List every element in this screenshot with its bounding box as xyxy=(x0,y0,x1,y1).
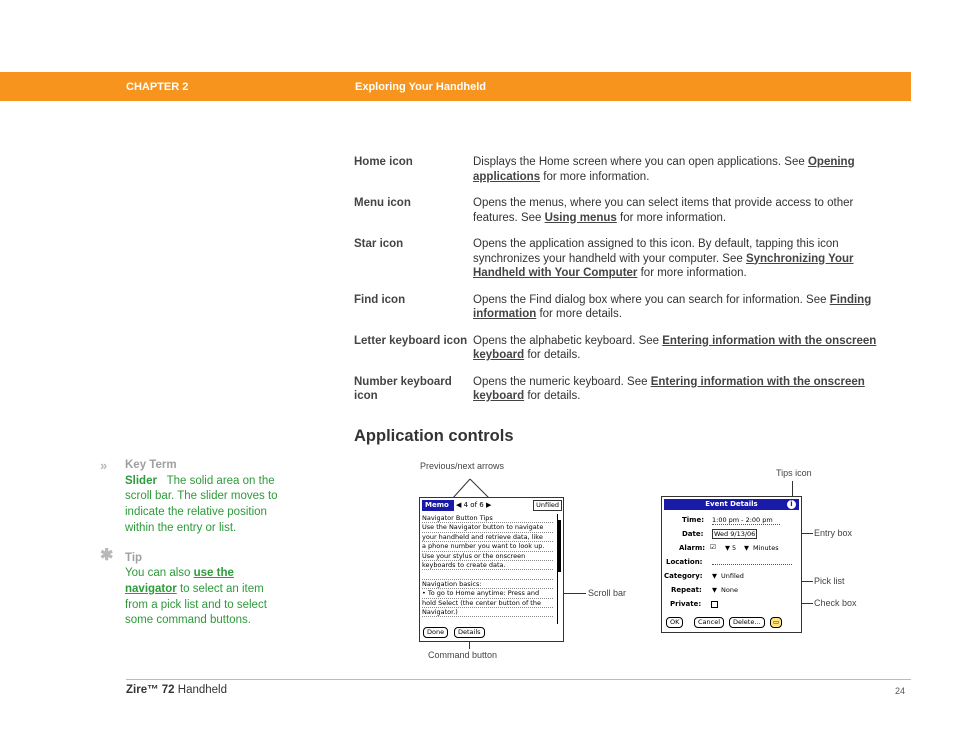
memo-line: Use your stylus or the onscreen xyxy=(422,552,553,561)
tip-text xyxy=(125,566,280,629)
footer-product xyxy=(126,684,227,696)
memo-title-bar xyxy=(422,500,562,512)
definition-text xyxy=(473,293,893,322)
definition-term: Star icon xyxy=(354,238,404,250)
definition-link[interactable]: Entering information with the onscreen keyboard xyxy=(473,334,877,361)
asterisk-icon: ✱ xyxy=(100,546,114,564)
tip-text-before: You can also xyxy=(125,567,194,580)
definition-row xyxy=(354,375,894,404)
repeat-value[interactable]: None xyxy=(721,586,738,594)
definition-text xyxy=(473,375,893,404)
memo-line: hold Select (the center button of the xyxy=(422,599,553,608)
memo-line: keyboards to create data. xyxy=(422,561,553,570)
definition-link[interactable]: Opening applications xyxy=(473,156,855,183)
category-value[interactable]: Unfiled xyxy=(721,572,744,580)
memo-line: Navigator.) xyxy=(422,608,553,617)
callout-command-button: Command button xyxy=(428,650,498,660)
scroll-bar[interactable] xyxy=(557,514,562,624)
details-button[interactable]: Details xyxy=(454,627,485,638)
definition-term: Home icon xyxy=(354,156,413,168)
double-chevron-icon: » xyxy=(100,458,108,473)
definition-term: Number keyboard icon xyxy=(354,375,452,402)
definition-text xyxy=(473,334,893,363)
definition-link[interactable]: Synchronizing Your Handheld with Your Computer xyxy=(473,252,854,279)
icon-definition-list xyxy=(354,155,894,416)
callout-entry-box: Entry box xyxy=(814,528,853,538)
definition-text xyxy=(473,196,893,225)
memo-category[interactable]: Unfiled xyxy=(533,500,562,511)
definition-row xyxy=(354,293,894,322)
definition-row xyxy=(354,237,894,281)
memo-screen xyxy=(419,497,564,642)
definition-link[interactable]: Finding information xyxy=(473,293,872,320)
callout-prev-next: Previous/next arrows xyxy=(420,461,505,471)
note-icon[interactable]: ▭ xyxy=(770,617,782,628)
definition-text-before: Opens the application assigned to this icon. By default, tapping this icon synchronizes your handheld with your computer. See xyxy=(473,238,839,265)
definition-link[interactable]: Entering information with the onscreen keyboard xyxy=(473,375,865,402)
event-details-title xyxy=(664,499,799,510)
category-label: Category: xyxy=(664,572,703,580)
sidebar xyxy=(100,458,280,641)
key-term-word: Slider xyxy=(125,474,157,487)
key-term-heading: Key Term xyxy=(125,459,177,471)
definition-text-before: Opens the numeric keyboard. See xyxy=(473,375,651,388)
memo-app-title[interactable]: Memo xyxy=(422,500,454,511)
definition-term: Find icon xyxy=(354,293,406,306)
time-field[interactable]: 1:00 pm - 2:00 pm xyxy=(712,516,780,525)
alarm-label: Alarm: xyxy=(679,544,706,552)
private-checkbox[interactable] xyxy=(711,601,718,608)
memo-line: Navigation basics: xyxy=(422,580,553,589)
delete-button[interactable]: Delete... xyxy=(729,617,765,628)
memo-line: Use the Navigator button to navigate xyxy=(422,523,553,532)
memo-nav xyxy=(456,500,491,511)
cancel-button[interactable]: Cancel xyxy=(694,617,724,628)
definition-text-after: for details. xyxy=(524,349,581,361)
chapter-header xyxy=(0,72,911,101)
chapter-number: CHAPTER 2 xyxy=(126,81,189,93)
footer-product-rest: Handheld xyxy=(174,684,228,696)
memo-text-area[interactable] xyxy=(422,514,553,617)
definition-text-after: for more information. xyxy=(637,267,747,279)
callout-scroll-bar: Scroll bar xyxy=(588,588,627,598)
definition-text-before: Displays the Home screen where you can open applications. See xyxy=(473,156,808,168)
definition-text xyxy=(473,155,893,184)
alarm-checkbox-icon[interactable]: ☑ xyxy=(710,543,716,551)
scroll-slider[interactable] xyxy=(557,520,561,572)
key-term-block xyxy=(100,458,280,537)
callout-check-box: Check box xyxy=(814,598,857,608)
memo-nav-count: 4 of 6 xyxy=(463,501,484,509)
footer-rule xyxy=(126,679,911,680)
done-button[interactable]: Done xyxy=(423,627,448,638)
memo-line: Navigator Button Tips xyxy=(422,514,553,523)
location-field[interactable] xyxy=(712,564,792,565)
section-title: Application controls xyxy=(354,427,514,445)
category-dropdown-icon[interactable]: ▼ xyxy=(712,572,717,580)
tip-link[interactable]: use the navigator xyxy=(125,567,234,595)
info-icon[interactable]: i xyxy=(787,500,796,509)
definition-text-after: for more details. xyxy=(536,308,622,320)
chapter-title: Exploring Your Handheld xyxy=(355,81,486,93)
tip-heading: Tip xyxy=(125,551,143,564)
prev-arrow-icon[interactable]: ◀ xyxy=(456,501,462,509)
memo-line: a phone number you want to look up. xyxy=(422,542,553,551)
callout-tips-icon: Tips icon xyxy=(776,468,812,478)
next-arrow-icon[interactable]: ▶ xyxy=(485,501,492,509)
callout-tips-line xyxy=(792,481,793,497)
alarm-unit-dropdown-icon[interactable]: ▼ xyxy=(744,544,749,552)
repeat-label: Repeat: xyxy=(671,586,702,594)
tip-block xyxy=(100,546,280,630)
tip-text-after: to select an item from a pick list and to select some command buttons. xyxy=(125,582,267,627)
page-number: 24 xyxy=(895,686,906,696)
private-label: Private: xyxy=(670,600,702,608)
definition-text xyxy=(473,237,893,281)
repeat-dropdown-icon[interactable]: ▼ xyxy=(712,586,717,594)
footer-product-bold: Zire™ 72 xyxy=(126,684,175,696)
definition-row xyxy=(354,334,894,363)
definition-text-before: Opens the alphabetic keyboard. See xyxy=(473,334,663,347)
event-details-screen xyxy=(661,496,802,633)
definition-row xyxy=(354,196,894,225)
definition-term: Letter keyboard icon xyxy=(354,334,468,347)
memo-line: your handheld and retrieve data, like xyxy=(422,533,553,542)
definition-text-after: for details. xyxy=(524,390,581,402)
memo-line: • To go to Home anytime: Press and xyxy=(422,589,553,598)
location-label: Location: xyxy=(666,558,703,566)
callout-scroll-line xyxy=(563,593,586,594)
date-label: Date: xyxy=(682,530,704,538)
callout-pick-list: Pick list xyxy=(814,576,845,586)
alarm-number[interactable]: 5 xyxy=(732,544,737,552)
key-term-definition: The solid area on the scroll bar. The slider moves to indicate the relative position within the entry or list. xyxy=(125,474,278,534)
key-term-text xyxy=(125,474,280,537)
date-field[interactable]: Wed 9/13/06 xyxy=(714,530,756,538)
definition-term: Menu icon xyxy=(354,197,411,209)
event-details-title-text: Event Details xyxy=(705,500,758,508)
memo-line xyxy=(422,570,553,579)
alarm-dropdown-icon[interactable]: ▼ xyxy=(725,544,730,552)
definition-link[interactable]: Using menus xyxy=(544,211,617,224)
time-label: Time: xyxy=(682,516,705,524)
ok-button[interactable]: OK xyxy=(666,617,683,628)
definition-text-after: for more information. xyxy=(540,170,650,183)
definition-text-before: Opens the menus, where you can select items that provide access to other features. See xyxy=(473,197,854,224)
alarm-unit[interactable]: Minutes xyxy=(753,544,779,552)
definition-text-before: Opens the Find dialog box where you can search for information. See xyxy=(473,293,830,306)
definition-text-after: for more information. xyxy=(616,211,727,224)
definition-row xyxy=(354,155,894,184)
